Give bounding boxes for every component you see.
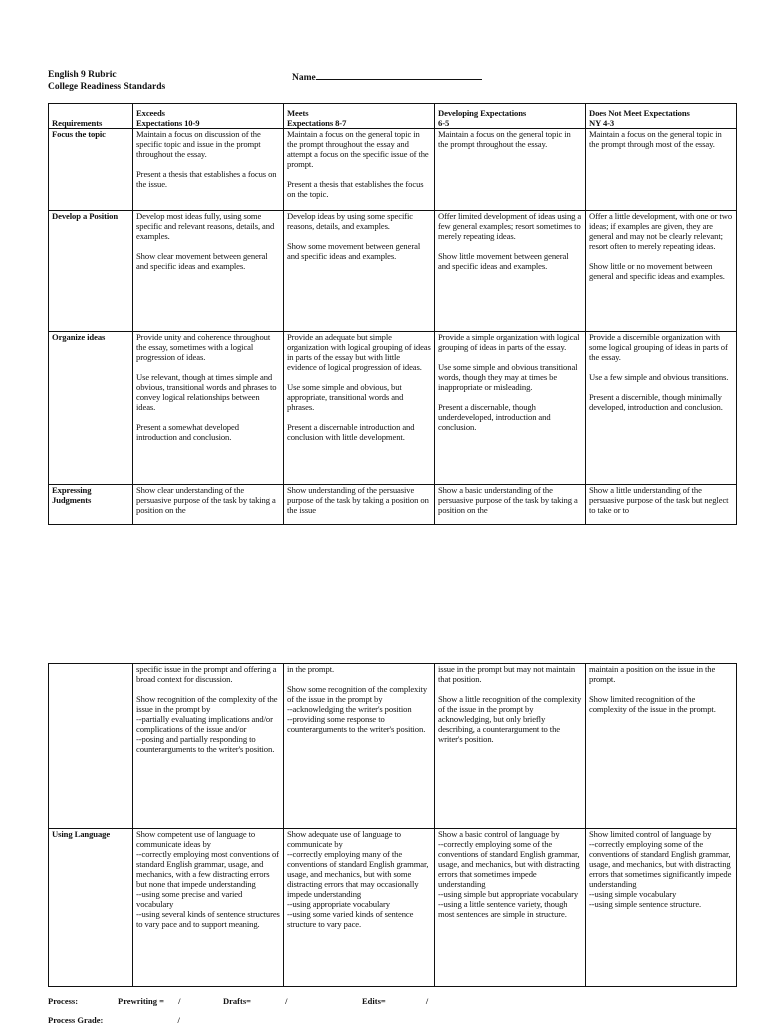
organize-label: Organize ideas [49,332,133,485]
row-develop [49,211,737,332]
rubric-table-part-2 [48,663,737,987]
develop-label: Develop a Position [49,211,133,332]
organize-developing: Provide a simple organization with logical grouping of ideas in parts of the essay. Use some simple and obvious transitional words, though they may at times be inappropriate or misleading. Present a discernable, though underdeveloped, introduction and conclusion. [435,332,586,485]
expressing-cont-developing: issue in the prompt but may not maintain that position. Show a little recognition of the complexity of the issue in the prompt by acknowledging, but only briefly describing, a counterargument to the writer's position. [435,664,586,829]
name-underline [316,70,482,80]
language-meets: Show adequate use of language to communicate by --correctly employing many of the conventions of standard English grammar, usage, and mechanics, but with some distracting errors that may occasionally impede understanding --using appropriate vocabulary --using some varied kinds of sentence structure to vary pace. [284,829,435,987]
row-language [49,829,737,987]
process-grade-slash: / [177,1015,180,1025]
language-label: Using Language [49,829,133,987]
does-not-meet-header: Does Not Meet Expectations NY 4-3 [586,104,737,129]
developing-header: Developing Expectations 6-5 [435,104,586,129]
develop-exceeds: Develop most ideas fully, using some specific and relevant reasons, details, and examples. Show clear movement between general and specific ideas and examples. [133,211,284,332]
focus-label: Focus the topic [49,129,133,211]
name-label: Name [292,73,316,83]
edits-field[interactable] [362,996,428,1006]
expressing-cont-meets: in the prompt. Show some recognition of the complexity of the issue in the prompt by --acknowledging the writer's position --providing some response to counterarguments to the writer's position. [284,664,435,829]
drafts-label: Drafts= [223,996,251,1006]
organize-does-not-meet: Provide a discernible organization with some logical grouping of ideas in parts of the essay. Use a few simple and obvious transitions. Present a discernible, though minimally developed, introduction and conclusion. [586,332,737,485]
develop-does-not-meet: Offer a little development, with one or two ideas; if examples are given, they are general and may not be clearly relevant; resort often to merely repeating ideas. Show little or no movement between general and specific ideas and examples. [586,211,737,332]
process-grade-label: Process Grade: [48,1015,104,1025]
edits-slash: / [425,996,429,1006]
organize-meets: Provide an adequate but simple organization with logical grouping of ideas in parts of the essay but with little evidence of logical progression of ideas. Use some simple and obvious, but appropriate, transitional words and phrases. Present a discernable introduction and conclusion with little development. [284,332,435,485]
focus-developing: Maintain a focus on the general topic in the prompt throughout the essay. [435,129,586,211]
expressing-exceeds: Show clear understanding of the persuasive purpose of the task by taking a position on the [133,485,284,525]
row-focus [49,129,737,211]
row-organize [49,332,737,485]
expressing-developing: Show a basic understanding of the persuasive purpose of the task by taking a position on the [435,485,586,525]
language-does-not-meet: Show limited control of language by --correctly employing some of the conventions of standard English grammar, usage, and mechanics, but with distracting errors that sometimes significantly impede understanding --using simple vocabulary --using simple sentence structure. [586,829,737,987]
develop-developing: Offer limited development of ideas using a few general examples; resort sometimes to merely repeating ideas. Show little movement between general and specific ideas and examples. [435,211,586,332]
edits-label: Edits= [362,996,386,1006]
expressing-cont-exceeds: specific issue in the prompt and offering a broad context for discussion. Show recognition of the complexity of the issue in the prompt by --partially evaluating implications and/or complications of the issue and/or --posing and partially responding to counterarguments to the writer's position. [133,664,284,829]
expressing-meets: Show understanding of the persuasive purpose of the task by taking a position on the issue [284,485,435,525]
develop-meets: Develop ideas by using some specific reasons, details, and examples. Show some movement between general and specific ideas and examples. [284,211,435,332]
header-row [49,104,737,129]
language-exceeds: Show competent use of language to communicate ideas by --correctly employing most conventions of standard English grammar, usage, and mechanics, with a few distracting errors but none that impede understanding --using some precise and varied vocabulary --using several kinds of sentence structures to vary pace and to support meaning. [133,829,284,987]
prewriting-slash: / [178,996,181,1006]
focus-exceeds: Maintain a focus on discussion of the specific topic and issue in the prompt throughout the essay. Present a thesis that establishes a focus on the issue. [133,129,284,211]
focus-meets: Maintain a focus on the general topic in the prompt throughout the essay and attempt a focus on the specific issue of the prompt. Present a thesis that establishes the focus on the topic. [284,129,435,211]
drafts-slash: / [285,996,288,1006]
meets-header: Meets Expectations 8-7 [284,104,435,129]
requirements-header: Requirements [49,104,133,129]
rubric-title: English 9 Rubric [48,70,117,80]
language-developing: Show a basic control of language by --correctly employing some of the conventions of standard English grammar, usage, and mechanics, but with distracting errors that sometimes impede understanding --using simple but appropriate vocabulary --using a little sentence variety, though most sentences are simple in structure. [435,829,586,987]
rubric-subtitle: College Readiness Standards [48,82,166,92]
drafts-field[interactable] [223,996,287,1006]
process-label: Process: [48,996,79,1006]
row-expressing [49,485,737,525]
expressing-label: Expressing Judgments [49,485,133,525]
prewriting-field[interactable] [118,996,181,1006]
exceeds-header: Exceeds Expectations 10-9 [133,104,284,129]
expressing-cont-does-not-meet: maintain a position on the issue in the prompt. Show limited recognition of the complexity of the issue in the prompt. [586,664,737,829]
rubric-table-part-1 [48,103,737,525]
expressing-cont-label [49,664,133,829]
prewriting-label: Prewriting = [118,996,164,1006]
row-expressing-continued [49,664,737,829]
expressing-does-not-meet: Show a little understanding of the persuasive purpose of the task but neglect to take or to [586,485,737,525]
name-field[interactable] [292,70,482,84]
focus-does-not-meet: Maintain a focus on the general topic in the prompt through most of the essay. [586,129,737,211]
organize-exceeds: Provide unity and coherence throughout the essay, sometimes with a logical progression of ideas. Use relevant, though at times simple and obvious, transitional words and phrases to convey logical relationships between ideas. Present a somewhat developed introduction and conclusion. [133,332,284,485]
